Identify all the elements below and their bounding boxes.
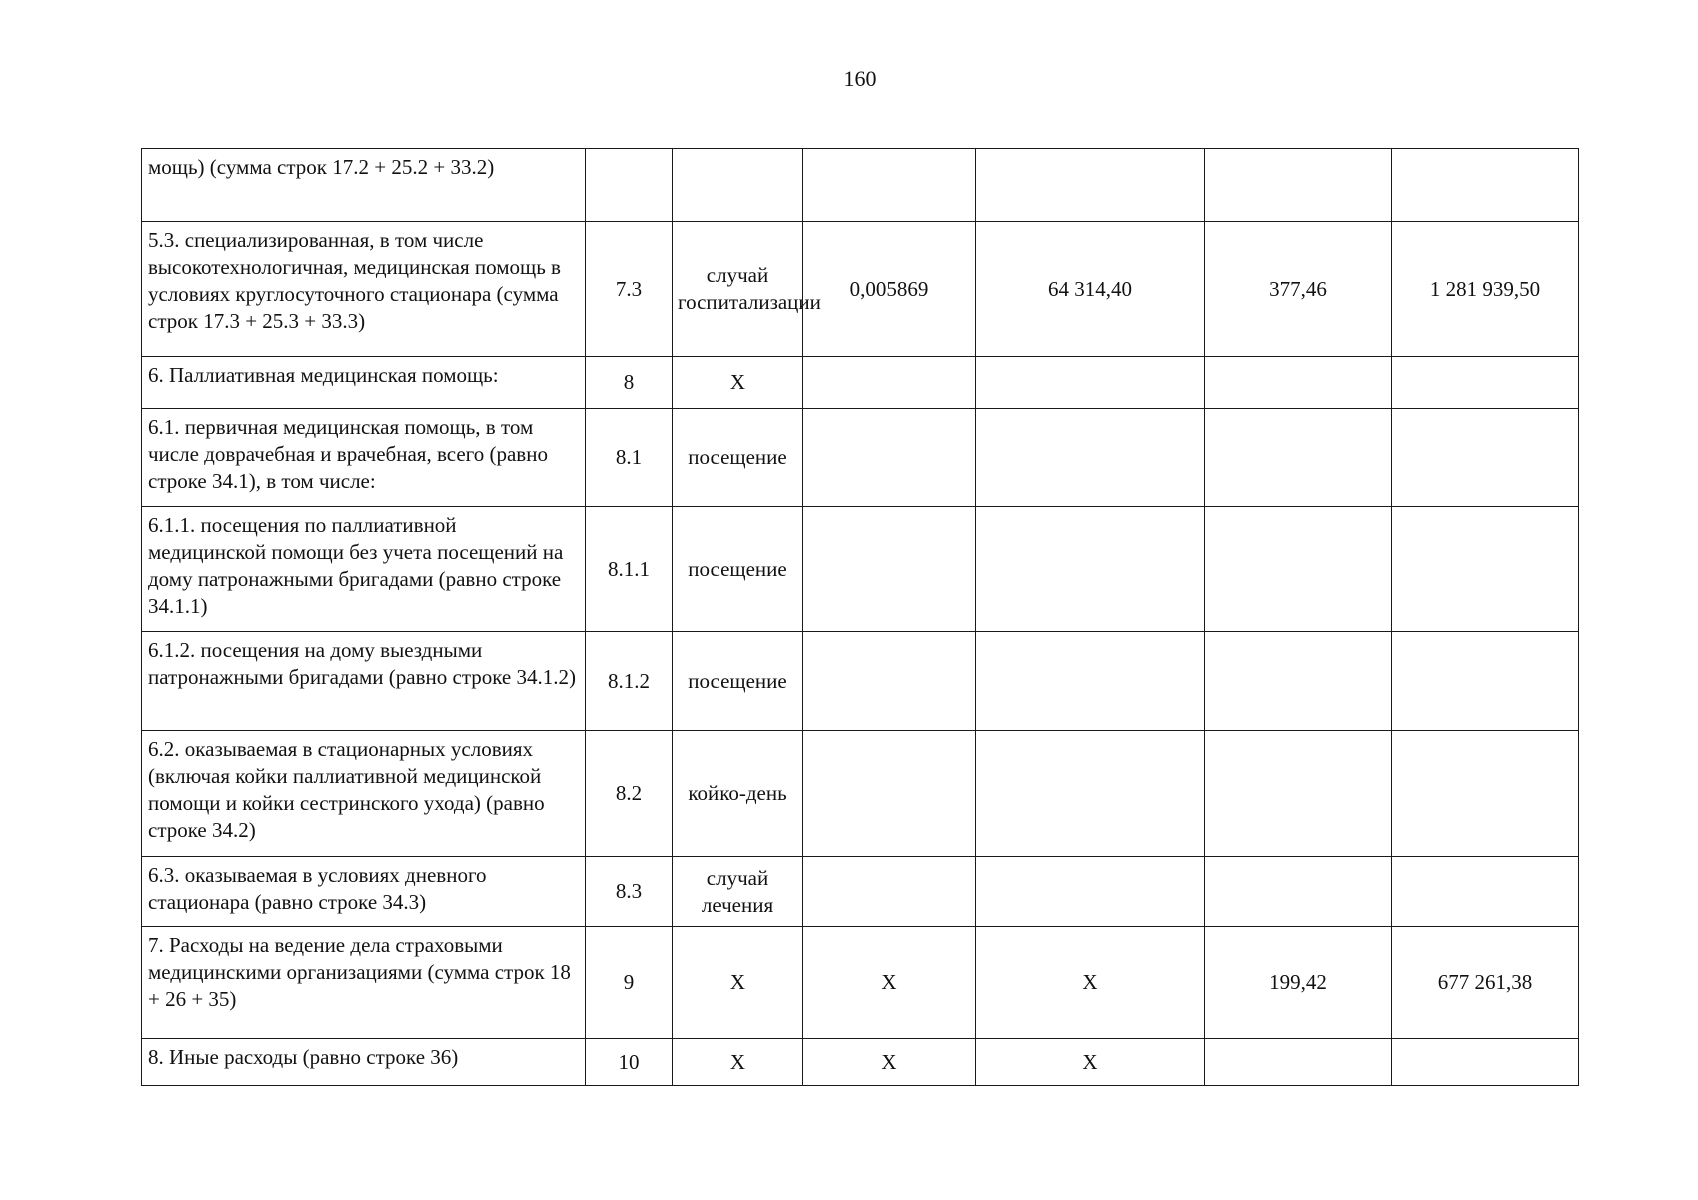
row-unit: X: [673, 927, 803, 1039]
table-row: [142, 507, 1579, 632]
row-number: 8.1.1: [586, 507, 673, 632]
row-value-3: [1205, 857, 1392, 927]
row-number: 8.1: [586, 409, 673, 507]
row-value-3: [1205, 357, 1392, 409]
row-name: 6.1.1. посещения по паллиативной медицинской помощи без учета посещений на дому патронажными бригадами (равно строке 34.1.1): [142, 507, 586, 632]
table-row: [142, 149, 1579, 222]
row-value-2: [976, 507, 1205, 632]
financing-table: [141, 148, 1579, 1086]
row-number: [586, 149, 673, 222]
row-value-1: [803, 507, 976, 632]
row-unit: X: [673, 1039, 803, 1086]
table-row: [142, 409, 1579, 507]
page-number: 160: [843, 66, 877, 91]
row-value-2: [976, 857, 1205, 927]
row-value-1: X: [803, 927, 976, 1039]
row-number: 8: [586, 357, 673, 409]
row-value-4: 1 281 939,50: [1392, 222, 1579, 357]
row-name: 6.1. первичная медицинская помощь, в том числе доврачебная и врачебная, всего (равно строке 34.1), в том числе:: [142, 409, 586, 507]
row-value-2: [976, 731, 1205, 857]
row-value-1: [803, 357, 976, 409]
row-value-2: [976, 149, 1205, 222]
row-number: 8.3: [586, 857, 673, 927]
table-row: [142, 1039, 1579, 1086]
row-value-4: [1392, 1039, 1579, 1086]
row-value-2: X: [976, 927, 1205, 1039]
row-value-1: [803, 632, 976, 731]
row-name: 6.2. оказываемая в стационарных условиях (включая койки паллиативной медицинской помощи и койки сестринского ухода) (равно строке 34.2): [142, 731, 586, 857]
table-row: [142, 857, 1579, 927]
row-value-1: X: [803, 1039, 976, 1086]
row-value-3: [1205, 632, 1392, 731]
row-value-3: [1205, 507, 1392, 632]
row-value-3: 377,46: [1205, 222, 1392, 357]
row-number: 8.1.2: [586, 632, 673, 731]
table-row: [142, 927, 1579, 1039]
row-value-3: [1205, 409, 1392, 507]
row-value-4: [1392, 857, 1579, 927]
row-name: 8. Иные расходы (равно строке 36): [142, 1039, 586, 1086]
row-value-3: [1205, 731, 1392, 857]
row-unit: посещение: [673, 632, 803, 731]
table-row: [142, 632, 1579, 731]
row-value-2: [976, 357, 1205, 409]
row-value-4: [1392, 357, 1579, 409]
row-value-4: [1392, 409, 1579, 507]
row-unit: посещение: [673, 507, 803, 632]
row-value-1: [803, 731, 976, 857]
row-value-3: [1205, 149, 1392, 222]
row-value-3: [1205, 1039, 1392, 1086]
row-value-4: [1392, 149, 1579, 222]
row-value-4: [1392, 507, 1579, 632]
row-number: 7.3: [586, 222, 673, 357]
row-name: 6. Паллиативная медицинская помощь:: [142, 357, 586, 409]
row-value-1: [803, 149, 976, 222]
table-row: [142, 731, 1579, 857]
row-name: 5.3. специализированная, в том числе высокотехнологичная, медицинская помощь в условиях круглосуточного стационара (сумма строк 17.3 + 25.3 + 33.3): [142, 222, 586, 357]
row-name: 7. Расходы на ведение дела страховыми медицинскими организациями (сумма строк 18 + 26 + 35): [142, 927, 586, 1039]
row-value-2: 64 314,40: [976, 222, 1205, 357]
row-number: 9: [586, 927, 673, 1039]
row-number: 8.2: [586, 731, 673, 857]
row-unit: случай лечения: [673, 857, 803, 927]
row-value-1: [803, 857, 976, 927]
table-row: [142, 222, 1579, 357]
row-value-4: 677 261,38: [1392, 927, 1579, 1039]
row-value-2: [976, 409, 1205, 507]
row-value-4: [1392, 731, 1579, 857]
row-unit: койко-день: [673, 731, 803, 857]
row-value-1: 0,005869: [803, 222, 976, 357]
row-value-4: [1392, 632, 1579, 731]
row-name: мощь) (сумма строк 17.2 + 25.2 + 33.2): [142, 149, 586, 222]
row-name: 6.3. оказываемая в условиях дневного стационара (равно строке 34.3): [142, 857, 586, 927]
row-unit: посещение: [673, 409, 803, 507]
row-number: 10: [586, 1039, 673, 1086]
row-name: 6.1.2. посещения на дому выездными патронажными бригадами (равно строке 34.1.2): [142, 632, 586, 731]
row-value-2: [976, 632, 1205, 731]
row-value-3: 199,42: [1205, 927, 1392, 1039]
row-unit: [673, 149, 803, 222]
row-unit: X: [673, 357, 803, 409]
row-value-2: X: [976, 1039, 1205, 1086]
row-unit: случай госпитализации: [673, 222, 803, 357]
table-row: [142, 357, 1579, 409]
row-value-1: [803, 409, 976, 507]
